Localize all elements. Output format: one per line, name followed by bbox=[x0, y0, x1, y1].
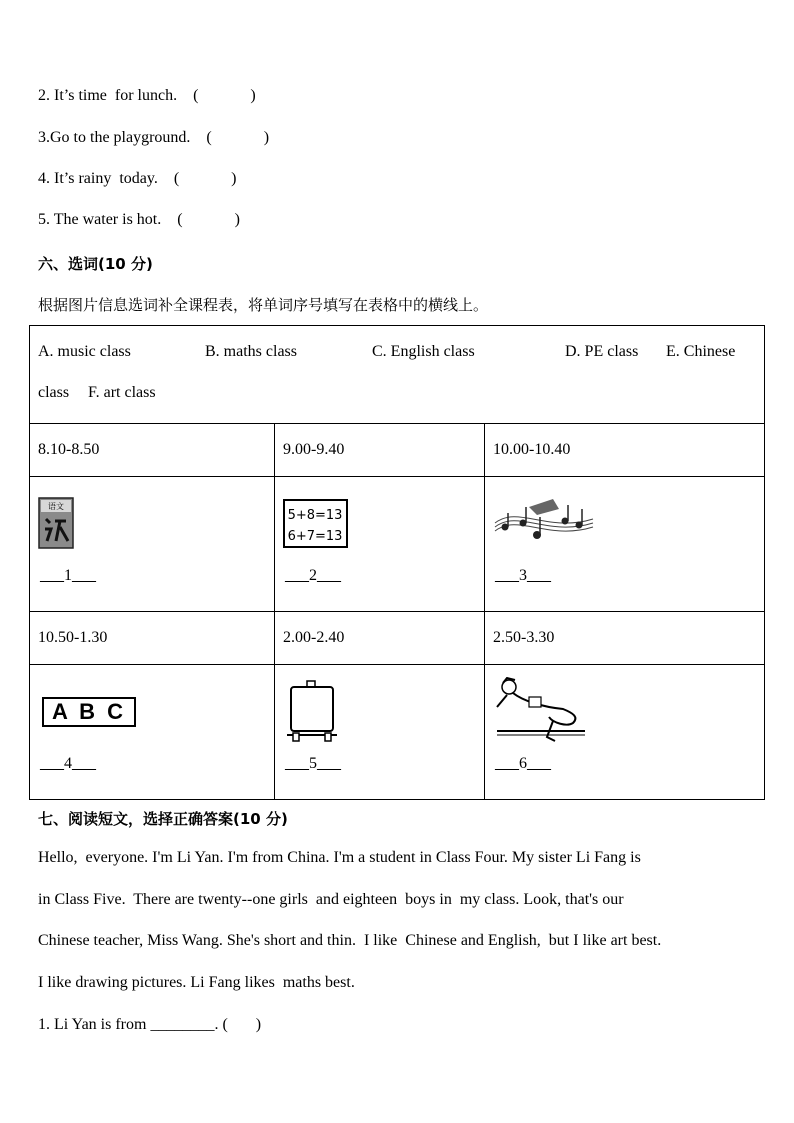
picture-cell-1 bbox=[30, 477, 275, 612]
passage-line-3: Chinese teacher, Miss Wang. She's short and thin. I like Chinese and English, but I like art best. bbox=[38, 932, 662, 949]
section-6-heading: 六、选词(10 分) bbox=[38, 255, 153, 273]
picture-cell-6 bbox=[485, 665, 765, 800]
section-6-instruction: 根据图片信息选词补全课程表，将单词序号填写在表格中的横线上。 bbox=[38, 296, 489, 314]
question-2: 2. It’s time for lunch. ( ) bbox=[38, 87, 256, 104]
blank-6[interactable]: ___6___ bbox=[495, 755, 551, 772]
passage-line-2: in Class Five. There are twenty--one girls and eighteen boys in my class. Look, that's our bbox=[38, 891, 624, 908]
time-cell-3: 10.00-10.40 bbox=[485, 424, 765, 477]
time-cell-1: 8.10-8.50 bbox=[30, 424, 275, 477]
blank-1[interactable]: ___1___ bbox=[40, 567, 96, 584]
high-jump-icon bbox=[493, 677, 589, 747]
passage-line-1: Hello, everyone. I'm Li Yan. I'm from China. I'm a student in Class Four. My sister Li Fang is bbox=[38, 849, 641, 866]
blank-3[interactable]: ___3___ bbox=[495, 567, 551, 584]
passage-line-4: I like drawing pictures. Li Fang likes maths best. bbox=[38, 974, 355, 991]
svg-text:语文: 语文 bbox=[48, 502, 64, 511]
word-e-cont: class bbox=[38, 384, 70, 401]
word-e: E. Chinese bbox=[666, 343, 736, 360]
abc-letters-icon: A B C bbox=[42, 697, 136, 727]
blank-5[interactable]: ___5___ bbox=[285, 755, 341, 772]
schedule-table bbox=[29, 325, 765, 800]
blank-4[interactable]: ___4___ bbox=[40, 755, 96, 772]
section-7-heading: 七、阅读短文，选择正确答案(10 分) bbox=[38, 810, 288, 828]
svg-text:5+8=13: 5+8=13 bbox=[287, 508, 343, 523]
word-b: B. maths class bbox=[205, 343, 297, 360]
music-notes-icon bbox=[493, 495, 597, 545]
blank-2[interactable]: ___2___ bbox=[285, 567, 341, 584]
time-cell-5: 2.00-2.40 bbox=[275, 612, 485, 665]
chinese-book-icon bbox=[38, 497, 76, 549]
picture-cell-5 bbox=[275, 665, 485, 800]
drawing-board-icon bbox=[283, 677, 343, 747]
picture-cell-4 bbox=[30, 665, 275, 800]
word-a: A. music class bbox=[38, 343, 131, 360]
picture-cell-2 bbox=[275, 477, 485, 612]
reading-question-1: 1. Li Yan is from ________. ( ) bbox=[38, 1016, 262, 1033]
question-5: 5. The water is hot. ( ) bbox=[38, 211, 240, 228]
word-d: D. PE class bbox=[565, 343, 639, 360]
word-bank bbox=[30, 326, 765, 424]
picture-cell-3 bbox=[485, 477, 765, 612]
question-3: 3.Go to the playground. ( ) bbox=[38, 129, 270, 146]
word-f: F. art class bbox=[88, 384, 156, 401]
math-board-icon bbox=[283, 499, 349, 549]
time-cell-6: 2.50-3.30 bbox=[485, 612, 765, 665]
time-cell-2: 9.00-9.40 bbox=[275, 424, 485, 477]
svg-text:6+7=13: 6+7=13 bbox=[287, 529, 343, 544]
time-cell-4: 10.50-1.30 bbox=[30, 612, 275, 665]
question-4: 4. It’s rainy today. ( ) bbox=[38, 170, 237, 187]
word-c: C. English class bbox=[372, 343, 475, 360]
